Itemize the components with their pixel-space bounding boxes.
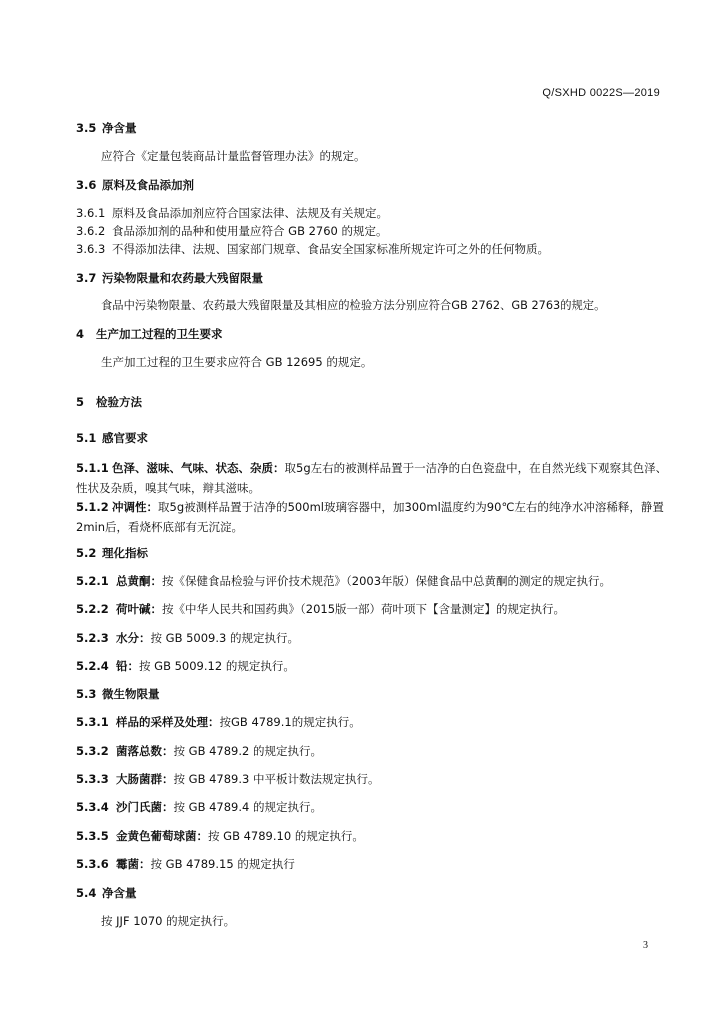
- clause-5-3-6: [76, 857, 295, 872]
- section-number: 3.6: [76, 178, 97, 192]
- clause-5-3-1: [76, 715, 361, 730]
- clause-label: 水分：: [116, 631, 151, 645]
- clause-text: 按 GB 4789.4 的规定执行。: [173, 800, 323, 814]
- clause-number: 5.3.1: [76, 715, 109, 729]
- section-number: 5.2: [76, 546, 97, 560]
- clause-number: 5.2.1: [76, 574, 109, 588]
- clause-5-3-3: [76, 772, 380, 787]
- clause-label: 金黄色葡萄球菌：: [116, 829, 208, 843]
- clause-text: 按GB 4789.1的规定执行。: [219, 715, 361, 729]
- clause-5-2-4: [76, 659, 295, 674]
- clause-label: 霉菌：: [116, 857, 151, 871]
- clause-number: 3.6.2: [76, 224, 106, 238]
- clause-text: 按《中华人民共和国药典》（2015版一部）荷叶项下【含量测定】的规定执行。: [162, 602, 566, 616]
- heading-3-6: [76, 178, 194, 193]
- clause-text: 不得添加法律、法规、国家部门规章、食品安全国家标准所规定许可之外的任何物质。: [112, 242, 549, 256]
- clause-text: 按 GB 4789.15 的规定执行: [150, 857, 295, 871]
- paragraph-3-7: 食品中污染物限量、农药最大残留限量及其相应的检验方法分别应符合GB 2762、GB 2763的规定。: [101, 299, 606, 312]
- clause-text: 取5g左右的被测样品置于一洁净的白色瓷盘中，在自然光线下观察其色泽、性状及杂质，嗅其气味，辩其滋味。: [76, 461, 668, 495]
- clause-text: 原料及食品添加剂应符合国家法律、法规及有关规定。: [112, 206, 388, 220]
- clause-5-3-4: [76, 800, 322, 815]
- clause-text: 按 GB 4789.2 的规定执行。: [173, 744, 323, 758]
- clause-number: 5.3.5: [76, 829, 109, 843]
- section-number: 5.1: [76, 431, 97, 445]
- section-number: 3.5: [76, 121, 97, 135]
- section-title: 原料及食品添加剂: [102, 178, 194, 192]
- clause-number: 5.3.3: [76, 772, 109, 786]
- clause-number: 5.3.6: [76, 857, 109, 871]
- clause-number: 5.2.4: [76, 659, 109, 673]
- clause-label: 沙门氏菌：: [116, 800, 174, 814]
- clause-5-2-3: [76, 631, 299, 646]
- clause-5-2-2: [76, 602, 565, 617]
- clause-3-6-1: [76, 206, 388, 221]
- clause-number: 3.6.1: [76, 206, 106, 220]
- heading-3-7: [76, 271, 263, 286]
- clause-5-2-1: [76, 574, 611, 589]
- section-title: 净含量: [102, 121, 137, 135]
- section-number: 5: [76, 395, 85, 409]
- clause-label: 色泽、滋味、气味、状态、杂质：: [112, 461, 285, 475]
- clause-number: 5.3.4: [76, 800, 109, 814]
- section-title: 感官要求: [102, 431, 148, 445]
- clause-number: 5.1.2: [76, 500, 109, 514]
- clause-text: 按 GB 4789.10 的规定执行。: [208, 829, 364, 843]
- clause-number: 5.2.3: [76, 631, 109, 645]
- section-title: 检验方法: [96, 395, 142, 409]
- standard-code: Q/SXHD 0022S—2019: [542, 87, 660, 99]
- section-number: 5.3: [76, 687, 97, 701]
- clause-3-6-2: [76, 224, 388, 239]
- clause-text: 食品添加剂的品种和使用量应符合 GB 2760 的规定。: [112, 224, 388, 238]
- heading-5-2: [76, 546, 148, 561]
- clause-number: 5.1.1: [76, 461, 109, 475]
- clause-3-6-3: [76, 242, 549, 257]
- heading-5-1: [76, 431, 148, 446]
- clause-5-3-5: [76, 829, 364, 844]
- section-number: 5.4: [76, 886, 97, 900]
- clause-text: 取5g被测样品置于洁净的500ml玻璃容器中，加300ml温度约为90℃左右的纯净水冲溶稀释，静置2min后，看烧杯底部有无沉淀。: [76, 500, 664, 534]
- clause-label: 铅：: [116, 659, 139, 673]
- section-title: 净含量: [102, 886, 137, 900]
- heading-3-5: [76, 121, 137, 136]
- paragraph-5-4: 按 JJF 1070 的规定执行。: [101, 914, 236, 928]
- clause-label: 总黄酮：: [116, 574, 162, 588]
- clause-label: 样品的采样及处理：: [116, 715, 220, 729]
- section-title: 生产加工过程的卫生要求: [96, 327, 223, 341]
- clause-number: 3.6.3: [76, 242, 106, 256]
- clause-text: 按《保健食品检验与评价技术规范》（2003年版）保健食品中总黄酮的测定的规定执行。: [162, 574, 612, 588]
- heading-5-4: [76, 886, 137, 901]
- page-number: 3: [643, 940, 648, 951]
- heading-5-3: [76, 687, 160, 702]
- clause-label: 冲调性：: [112, 500, 158, 514]
- clause-text: 按 GB 5009.12 的规定执行。: [139, 659, 295, 673]
- clause-5-1-1: [76, 458, 668, 498]
- clause-label: 菌落总数：: [116, 744, 174, 758]
- clause-number: 5.3.2: [76, 744, 109, 758]
- clause-label: 荷叶碱：: [116, 602, 162, 616]
- paragraph-3-5: 应符合《定量包装商品计量监督管理办法》的规定。: [101, 149, 366, 163]
- heading-4: [76, 327, 223, 342]
- clause-label: 大肠菌群：: [116, 772, 174, 786]
- heading-5: [76, 395, 142, 410]
- clause-number: 5.2.2: [76, 602, 109, 616]
- clause-5-3-2: [76, 744, 322, 759]
- section-title: 污染物限量和农药最大残留限量: [102, 271, 263, 285]
- section-number: 4: [76, 327, 85, 341]
- clause-text: 按 GB 5009.3 的规定执行。: [150, 631, 300, 645]
- section-title: 理化指标: [102, 546, 148, 560]
- paragraph-4: 生产加工过程的卫生要求应符合 GB 12695 的规定。: [101, 355, 373, 369]
- section-number: 3.7: [76, 271, 97, 285]
- section-title: 微生物限量: [102, 687, 160, 701]
- clause-text: 按 GB 4789.3 中平板计数法规定执行。: [173, 772, 380, 786]
- clause-5-1-2: [76, 497, 668, 537]
